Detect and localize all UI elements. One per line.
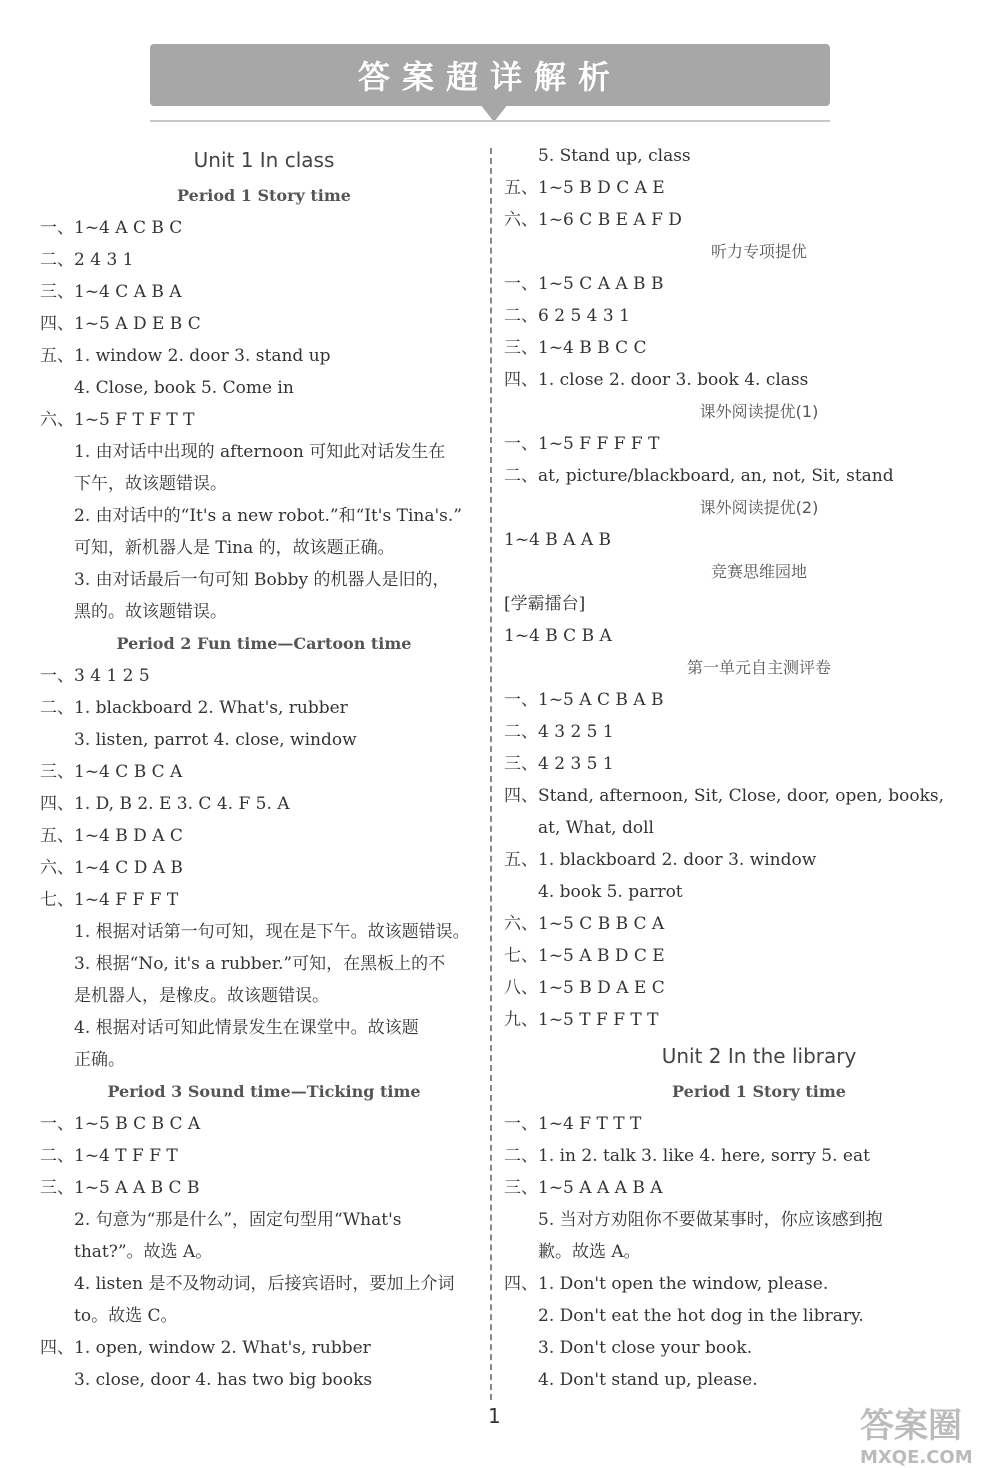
answer-line: 九、1~5 T F F T T xyxy=(504,1010,659,1030)
answer-line: [学霸擂台] xyxy=(504,594,586,614)
answer-explanation: 2. 句意为“那是什么”，固定句型用“What's xyxy=(74,1210,402,1230)
answer-line: 三、4 2 3 5 1 xyxy=(504,754,614,774)
answer-line: 四、1. D, B 2. E 3. C 4. F 5. A xyxy=(40,794,290,814)
answer-explanation: 3. close, door 4. has two big books xyxy=(74,1370,373,1390)
answer-explanation: 3. 根据“No, it's a rubber.”可知，在黑板上的不 xyxy=(74,954,446,974)
answer-line: 四、Stand, afternoon, Sit, Close, door, open, books, xyxy=(504,786,944,806)
answer-explanation: that?”。故选 A。 xyxy=(74,1242,213,1262)
section-heading: 听力专项提优 xyxy=(710,242,807,261)
answer-line: 一、1~4 F T T T xyxy=(504,1114,642,1134)
answer-line: 一、1~5 A C B A B xyxy=(504,690,664,710)
answer-explanation: 可知，新机器人是 Tina 的，故该题正确。 xyxy=(74,538,395,558)
answer-line: 一、3 4 1 2 5 xyxy=(40,666,150,686)
answer-line: 二、6 2 5 4 3 1 xyxy=(504,306,630,326)
answer-explanation: 4. 根据对话可知此情景发生在课堂中。故该题 xyxy=(74,1018,419,1038)
answer-line: 七、1~5 A B D C E xyxy=(504,946,665,966)
answer-line: 二、at, picture/blackboard, an, not, Sit, stand xyxy=(504,466,894,486)
answer-explanation: 正确。 xyxy=(74,1050,125,1070)
answer-line: 三、1~5 A A A B A xyxy=(504,1178,663,1198)
answer-line: 一、1~4 A C B C xyxy=(40,218,183,238)
answer-explanation: 4. book 5. parrot xyxy=(538,882,683,902)
answer-line: 一、1~5 F F F F T xyxy=(504,434,660,454)
header-banner xyxy=(150,44,830,106)
answer-line: 二、2 4 3 1 xyxy=(40,250,134,270)
answer-line: 二、1. blackboard 2. What's, rubber xyxy=(40,698,348,718)
answer-line: 1~4 B C B A xyxy=(504,626,612,646)
page-number: 1 xyxy=(488,1404,501,1428)
watermark-logo-text: 答案圈 xyxy=(860,1406,962,1446)
answer-line: 六、1~4 C D A B xyxy=(40,858,183,878)
section-heading: 竞赛思维园地 xyxy=(710,562,807,581)
answer-line: 八、1~5 B D A E C xyxy=(504,978,665,998)
header-rule xyxy=(150,120,830,122)
unit-heading: Unit 1 In class xyxy=(193,148,335,172)
period-heading: Period 3 Sound time—Ticking time xyxy=(107,1082,421,1101)
left-column xyxy=(40,140,488,1396)
answer-explanation: 3. Don't close your book. xyxy=(538,1338,753,1358)
answer-line: 四、1. open, window 2. What's, rubber xyxy=(40,1338,371,1358)
answer-line: 1~4 B A A B xyxy=(504,530,612,550)
answer-explanation: 4. listen 是不及物动词，后接宾语时，要加上介词 xyxy=(74,1274,455,1294)
answer-line: 七、1~4 F F F T xyxy=(40,890,179,910)
answer-explanation: 4. Close, book 5. Come in xyxy=(74,378,294,398)
answer-line: 三、1~4 B B C C xyxy=(504,338,647,358)
answer-line: 二、1. in 2. talk 3. like 4. here, sorry 5. eat xyxy=(504,1146,870,1166)
section-heading: 第一单元自主测评卷 xyxy=(686,658,831,677)
answer-line: 五、1~4 B D A C xyxy=(40,826,183,846)
answer-explanation: 3. 由对话最后一句可知 Bobby 的机器人是旧的， xyxy=(74,570,450,590)
answer-explanation: 5. Stand up, class xyxy=(538,146,691,166)
answer-explanation: at, What, doll xyxy=(538,818,654,838)
unit-heading: Unit 2 In the library xyxy=(661,1044,857,1068)
answer-explanation: 5. 当对方劝阻你不要做某事时，你应该感到抱 xyxy=(538,1210,883,1230)
answer-line: 五、1. blackboard 2. door 3. window xyxy=(504,850,817,870)
answer-explanation: 2. 由对话中的“It's a new robot.”和“It's Tina's.” xyxy=(74,506,462,526)
answer-line: 三、1~4 C A B A xyxy=(40,282,182,302)
answer-line: 三、1~4 C B C A xyxy=(40,762,183,782)
answer-explanation: 黑的。故该题错误。 xyxy=(74,602,227,622)
period-heading: Period 2 Fun time—Cartoon time xyxy=(116,634,412,653)
answer-explanation: 1. 根据对话第一句可知，现在是下午。故该题错误。 xyxy=(74,922,470,942)
answer-line: 四、1. close 2. door 3. book 4. class xyxy=(504,370,809,390)
answer-line: 一、1~5 B C B C A xyxy=(40,1114,201,1134)
answer-line: 四、1~5 A D E B C xyxy=(40,314,201,334)
answer-line: 二、1~4 T F F T xyxy=(40,1146,178,1166)
period-heading: Period 1 Story time xyxy=(177,186,351,205)
column-divider xyxy=(490,148,492,1400)
answer-explanation: 4. Don't stand up, please. xyxy=(538,1370,758,1390)
right-column xyxy=(504,140,974,1396)
answer-explanation: 歉。故选 A。 xyxy=(538,1242,641,1262)
answer-line: 六、1~6 C B E A F D xyxy=(504,210,682,230)
watermark-site: MXQE.COM xyxy=(860,1447,973,1468)
answer-explanation: 2. Don't eat the hot dog in the library. xyxy=(538,1306,864,1326)
answer-line: 一、1~5 C A A B B xyxy=(504,274,664,294)
answer-explanation: 3. listen, parrot 4. close, window xyxy=(74,730,357,750)
answer-explanation: 下午，故该题错误。 xyxy=(74,474,227,494)
answer-line: 四、1. Don't open the window, please. xyxy=(504,1274,829,1294)
page-title: 答案超详解析 xyxy=(357,58,622,96)
section-heading: 课外阅读提优(1) xyxy=(699,402,819,421)
period-heading: Period 1 Story time xyxy=(672,1082,846,1101)
answer-line: 二、4 3 2 5 1 xyxy=(504,722,614,742)
answer-explanation: 是机器人，是橡皮。故该题错误。 xyxy=(74,986,329,1006)
answer-line: 六、1~5 F T F T T xyxy=(40,410,195,430)
section-heading: 课外阅读提优(2) xyxy=(699,498,819,517)
answer-line: 六、1~5 C B B C A xyxy=(504,914,665,934)
answer-explanation: to。故选 C。 xyxy=(74,1306,178,1326)
answer-line: 五、1. window 2. door 3. stand up xyxy=(40,346,331,366)
answer-line: 三、1~5 A A B C B xyxy=(40,1178,200,1198)
answer-explanation: 1. 由对话中出现的 afternoon 可知此对话发生在 xyxy=(74,442,446,462)
answer-line: 五、1~5 B D C A E xyxy=(504,178,665,198)
watermark-logo xyxy=(860,1398,973,1468)
